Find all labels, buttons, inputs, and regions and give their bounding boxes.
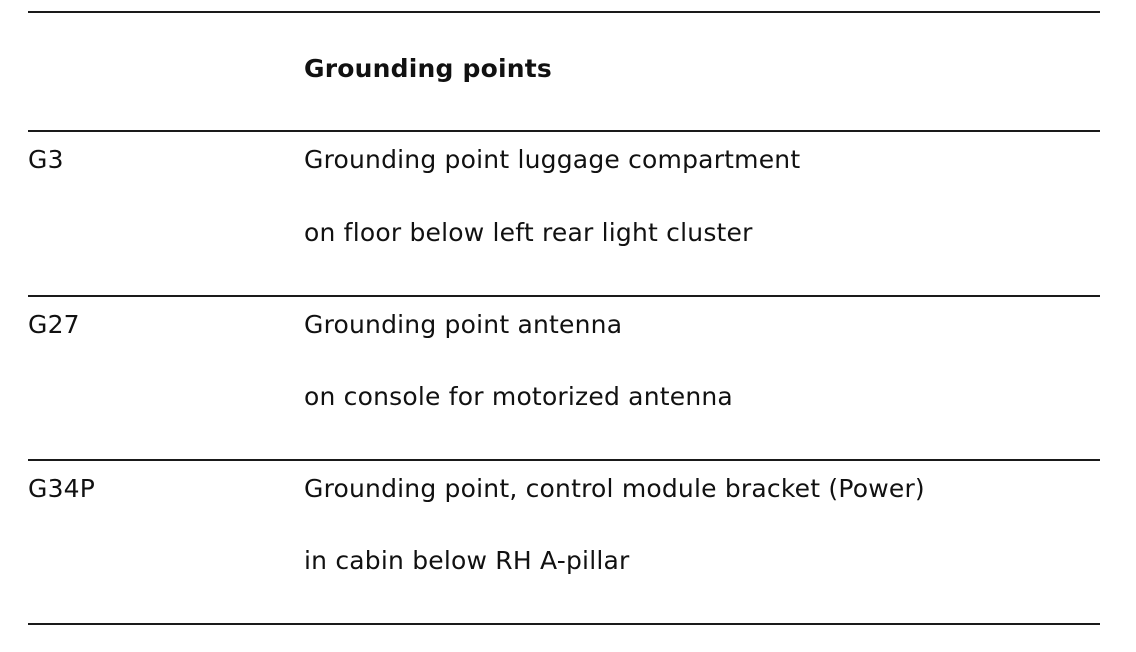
header-divider [28, 130, 1100, 132]
row-title: Grounding point antenna [304, 310, 623, 339]
row-divider [28, 295, 1100, 297]
row-title: Grounding point luggage compartment [304, 145, 801, 174]
row-location: in cabin below RH A-pillar [304, 546, 630, 575]
table-bottom-rule [28, 623, 1100, 625]
table-top-rule [28, 11, 1100, 13]
row-code: G34P [28, 474, 96, 503]
row-code: G27 [28, 310, 80, 339]
table-header: Grounding points [304, 54, 552, 83]
row-title: Grounding point, control module bracket (Power) [304, 474, 925, 503]
row-location: on floor below left rear light cluster [304, 218, 753, 247]
row-location: on console for motorized antenna [304, 382, 733, 411]
row-code: G3 [28, 145, 64, 174]
row-divider [28, 459, 1100, 461]
